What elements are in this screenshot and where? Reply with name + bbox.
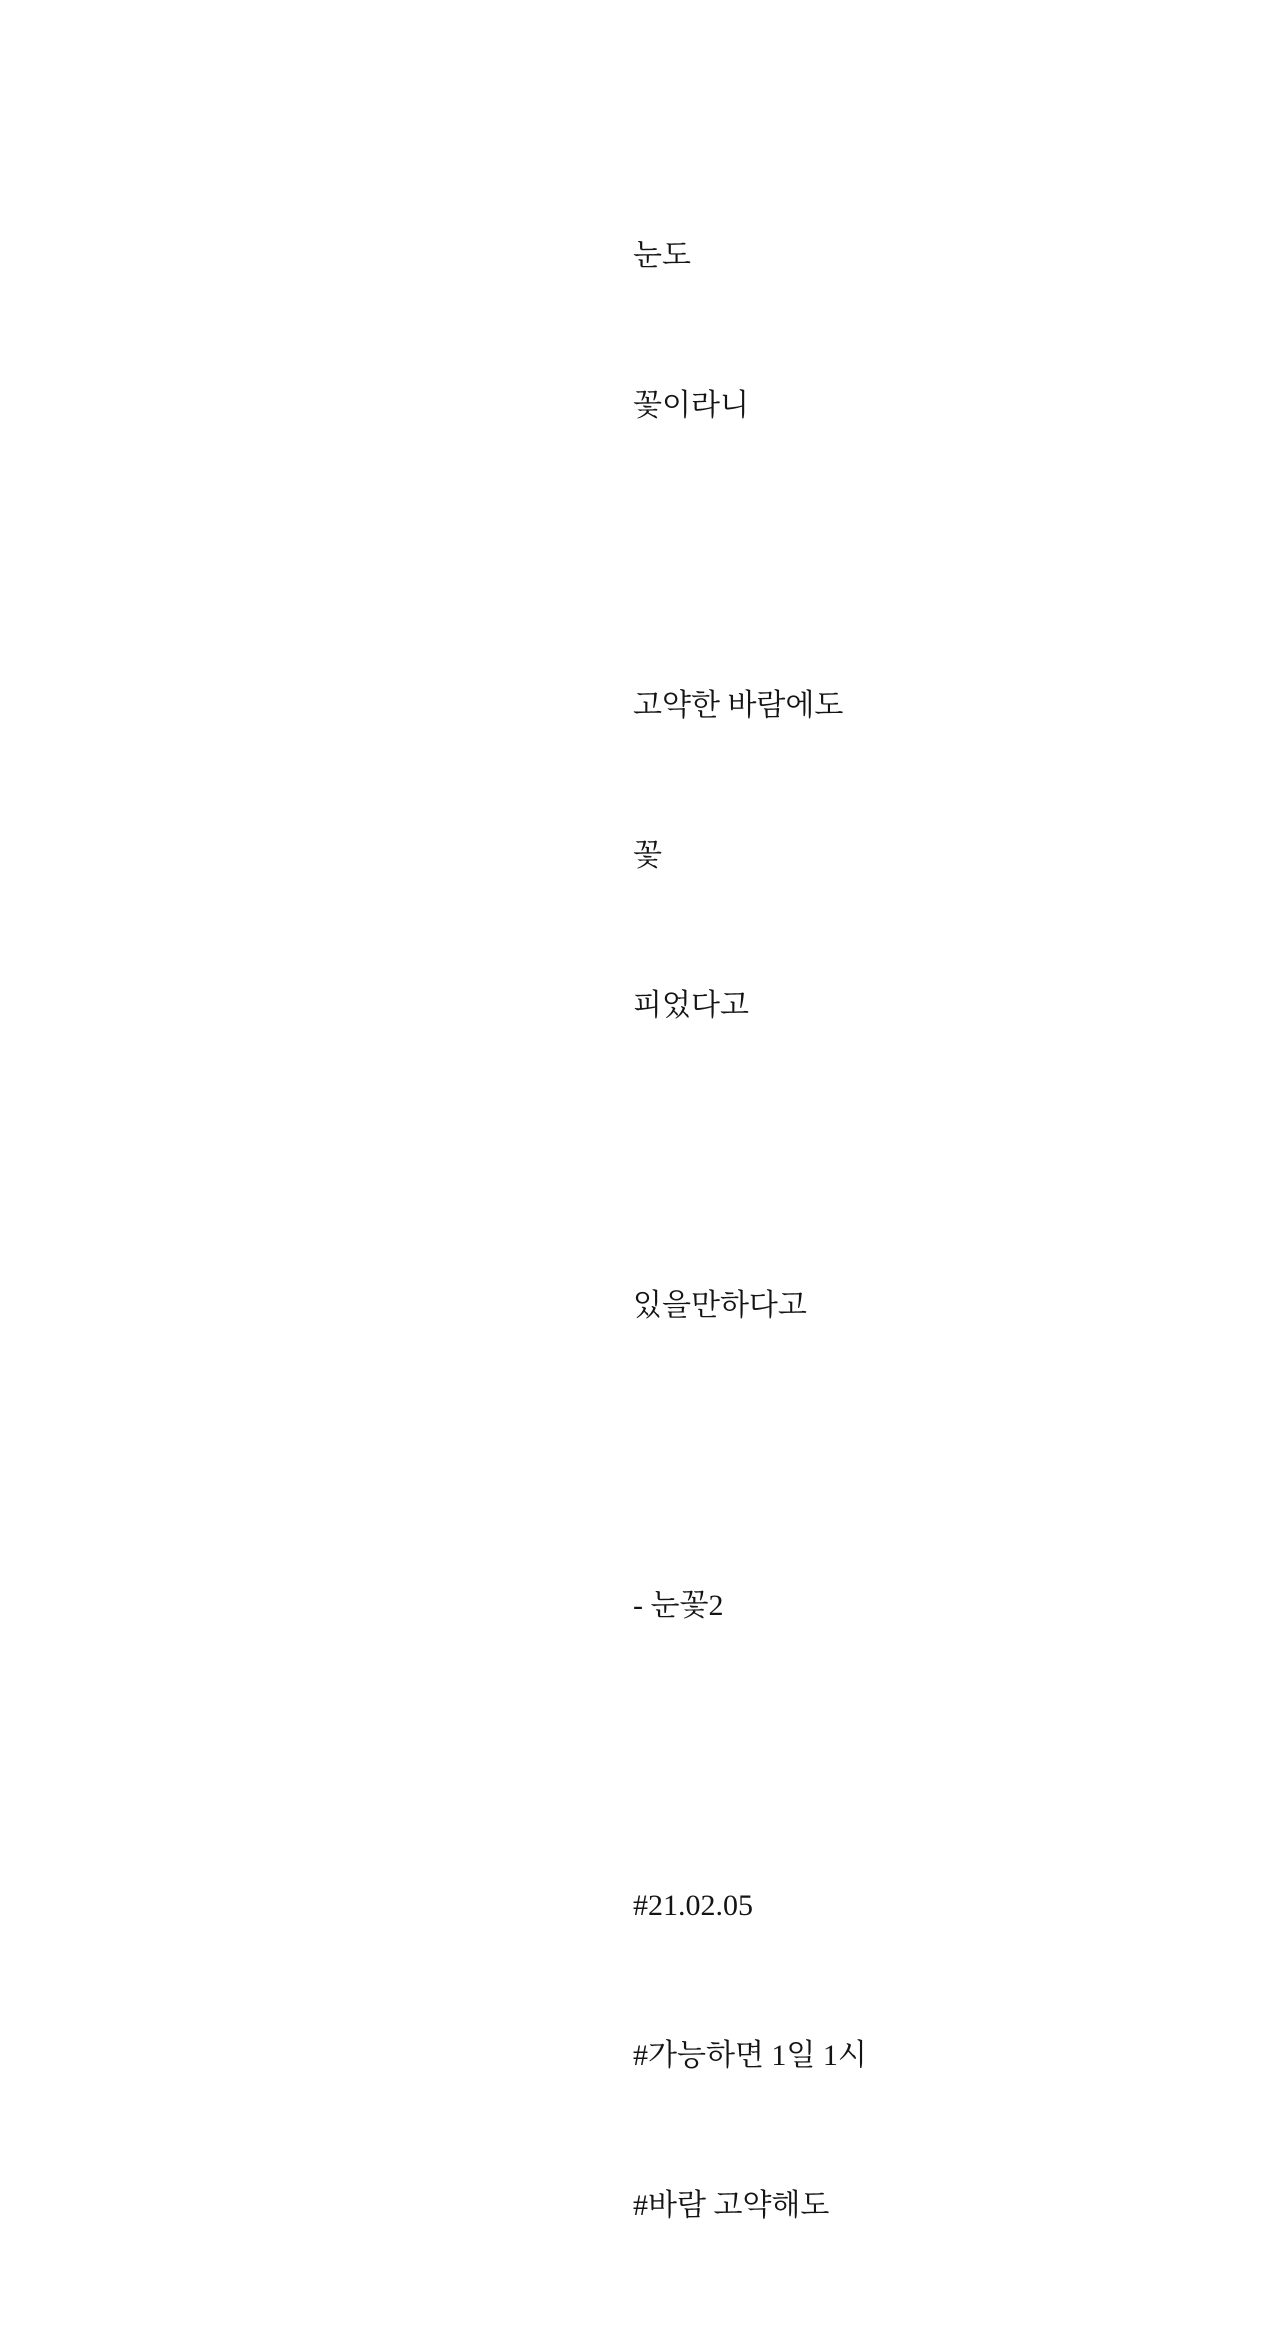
hashtag-line: #가능하면 1일 1시 xyxy=(633,2039,867,2072)
hashtag-line: #바람 고약해도 xyxy=(633,2189,830,2222)
stanza-break xyxy=(633,1431,867,1481)
poem-line: 꽃이라니 xyxy=(633,389,749,422)
poem-text-block xyxy=(633,131,867,2331)
stanza-break xyxy=(633,1131,867,1181)
poem-line: 꽃 xyxy=(633,839,662,872)
poem-line: 있을만하다고 xyxy=(633,1289,807,1322)
hashtag-line: #21.02.05 xyxy=(633,1889,753,1922)
poem-attribution: - 눈꽃2 xyxy=(633,1589,724,1622)
stanza-break xyxy=(633,1731,867,1781)
stanza-break xyxy=(633,531,867,581)
poem-line: 눈도 xyxy=(633,239,691,272)
poem-line: 고약한 바람에도 xyxy=(633,689,844,722)
poem-line: 피었다고 xyxy=(633,989,749,1022)
